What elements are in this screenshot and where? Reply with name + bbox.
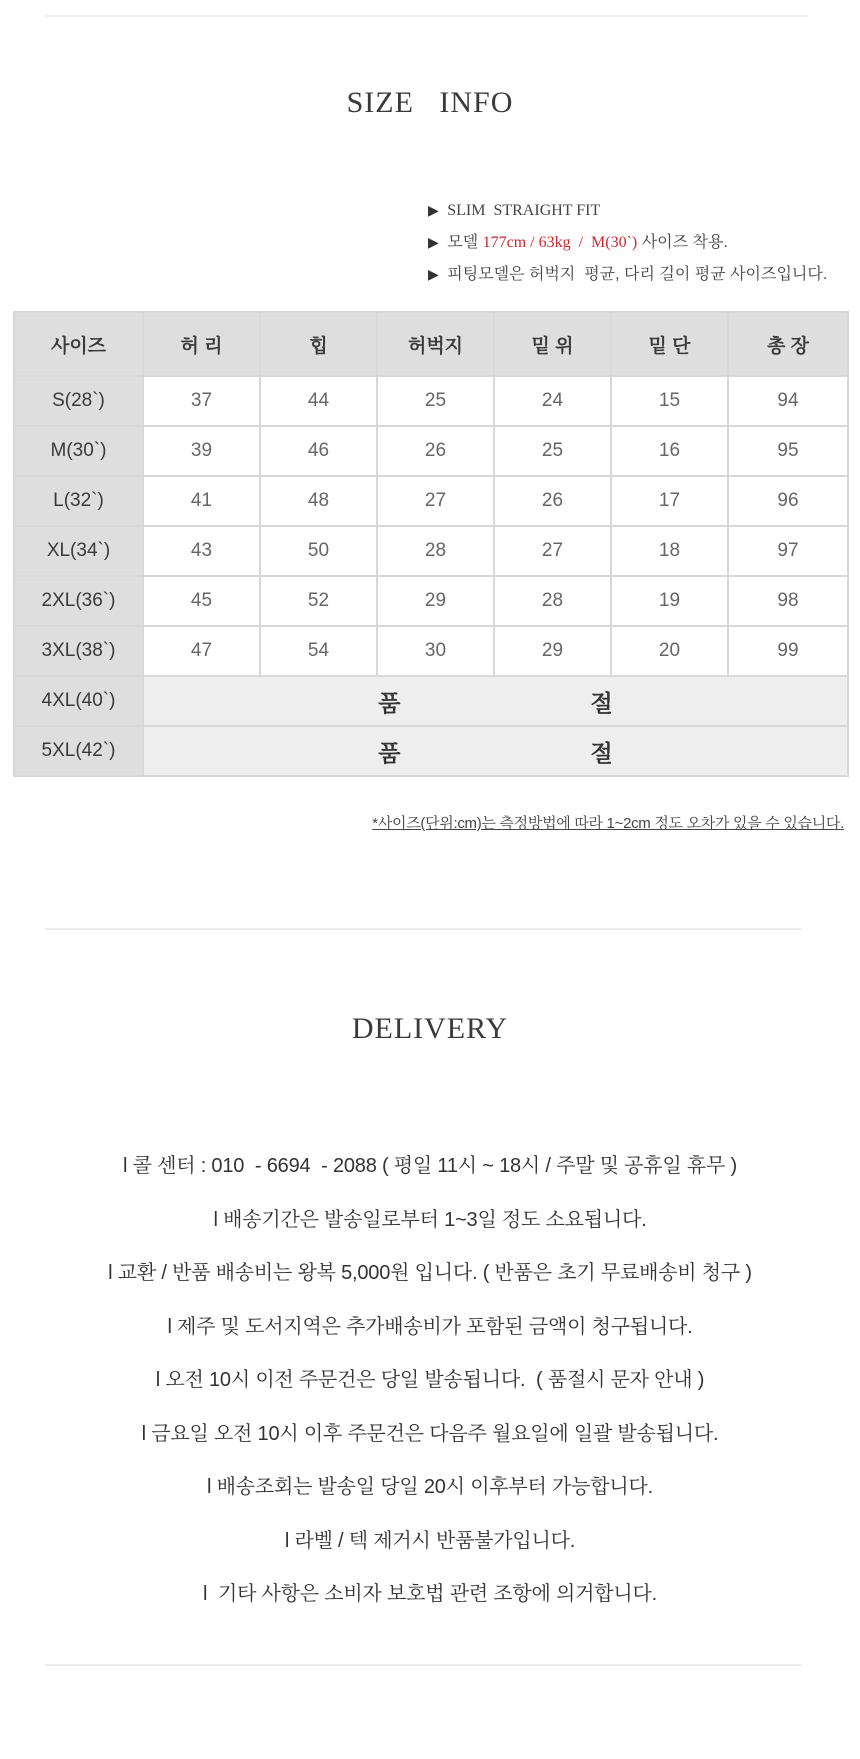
soldout-text: 절 <box>590 739 613 766</box>
middle-divider <box>45 928 802 930</box>
delivery-title: DELIVERY <box>351 1012 509 1045</box>
fitting-note: 피팅모델은 허벅지 평균, 다리 길이 평균 사이즈입니다. <box>447 266 828 283</box>
table-cell: 25 <box>377 376 494 426</box>
soldout-text: 품 <box>378 739 401 766</box>
delivery-line: l 콜 센터 : 010 - 6694 - 2088 ( 평일 11시 ~ 18시 / 주말 및 공휴일 휴무 ) <box>123 1155 737 1177</box>
table-row <box>14 476 848 526</box>
table-row <box>14 426 848 476</box>
table-cell: 46 <box>260 426 377 476</box>
column-header: 밑 단 <box>611 312 728 376</box>
table-cell: 25 <box>494 426 611 476</box>
soldout-cell <box>143 676 848 726</box>
table-row <box>14 576 848 626</box>
soldout-text: 절 <box>590 689 613 716</box>
table-cell: 54 <box>260 626 377 676</box>
delivery-line: l 배송조회는 발송일 당일 20시 이후부터 가능합니다. <box>207 1476 653 1498</box>
table-cell: 97 <box>728 526 848 576</box>
table-cell: 27 <box>377 476 494 526</box>
table-cell: 15 <box>611 376 728 426</box>
arrow-icon: ▶ <box>428 234 439 250</box>
table-cell: 43 <box>143 526 260 576</box>
column-header: 총 장 <box>728 312 848 376</box>
fit-info <box>428 194 827 290</box>
table-cell: 47 <box>143 626 260 676</box>
table-cell: 44 <box>260 376 377 426</box>
table-cell: 99 <box>728 626 848 676</box>
bottom-divider <box>45 1664 802 1666</box>
column-header: 허벅지 <box>377 312 494 376</box>
table-cell: 26 <box>494 476 611 526</box>
model-line <box>428 226 827 258</box>
soldout-row <box>14 676 848 726</box>
delivery-line: l 배송기간은 발송일로부터 1~3일 정도 소요됩니다. <box>213 1208 647 1231</box>
size-table <box>13 311 849 777</box>
size-label: S(28`) <box>14 376 143 426</box>
delivery-info-list <box>0 1148 860 1630</box>
size-note: *사이즈(단위:cm)는 측정방법에 따라 1~2cm 정도 오차가 있을 수 있습니다. <box>372 815 844 832</box>
table-cell: 26 <box>377 426 494 476</box>
fit-line <box>428 194 827 226</box>
model-spec: 177cm / 63kg / M(30`) <box>482 234 638 251</box>
size-label: 4XL(40`) <box>14 676 143 726</box>
column-header: 밑 위 <box>494 312 611 376</box>
table-cell: 48 <box>260 476 377 526</box>
delivery-line: l 제주 및 도서지역은 추가배송비가 포함된 금액이 청구됩니다. <box>167 1315 693 1338</box>
fit-type: SLIM STRAIGHT FIT <box>447 202 601 219</box>
table-header-row <box>14 312 848 376</box>
soldout-text: 품 <box>378 689 401 716</box>
table-cell: 29 <box>494 626 611 676</box>
delivery-line: l 오전 10시 이전 주문건은 당일 발송됩니다. ( 품절시 문자 안내 ) <box>155 1369 705 1391</box>
table-cell: 18 <box>611 526 728 576</box>
table-cell: 29 <box>377 576 494 626</box>
model-suffix: 사이즈 착용. <box>641 234 728 251</box>
arrow-icon: ▶ <box>428 202 439 218</box>
table-cell: 27 <box>494 526 611 576</box>
table-cell: 20 <box>611 626 728 676</box>
table-cell: 39 <box>143 426 260 476</box>
table-cell: 28 <box>494 576 611 626</box>
soldout-row <box>14 726 848 776</box>
delivery-line: l 기타 사항은 소비자 보호법 관련 조항에 의거합니다. <box>203 1583 657 1605</box>
table-cell: 50 <box>260 526 377 576</box>
column-header: 사이즈 <box>14 312 143 376</box>
table-row <box>14 626 848 676</box>
delivery-line: l 라벨 / 텍 제거시 반품불가입니다. <box>284 1529 576 1552</box>
table-cell: 16 <box>611 426 728 476</box>
table-cell: 95 <box>728 426 848 476</box>
table-cell: 24 <box>494 376 611 426</box>
table-cell: 98 <box>728 576 848 626</box>
table-cell: 37 <box>143 376 260 426</box>
table-row <box>14 376 848 426</box>
table-cell: 94 <box>728 376 848 426</box>
column-header: 힙 <box>260 312 377 376</box>
model-prefix: 모델 <box>447 234 479 251</box>
top-divider <box>45 15 808 17</box>
delivery-line: l 교환 / 반품 배송비는 왕복 5,000원 입니다. ( 반품은 초기 무료배송비 청구 ) <box>108 1262 752 1284</box>
size-label: 2XL(36`) <box>14 576 143 626</box>
delivery-line: l 금요일 오전 10시 이후 주문건은 다음주 월요일에 일괄 발송됩니다. <box>141 1422 719 1445</box>
size-label: 5XL(42`) <box>14 726 143 776</box>
column-header: 허 리 <box>143 312 260 376</box>
size-info-title: SIZE INFO <box>346 86 514 119</box>
size-label: M(30`) <box>14 426 143 476</box>
arrow-icon: ▶ <box>428 266 439 282</box>
table-cell: 28 <box>377 526 494 576</box>
table-cell: 30 <box>377 626 494 676</box>
size-label: 3XL(38`) <box>14 626 143 676</box>
size-label: XL(34`) <box>14 526 143 576</box>
table-cell: 45 <box>143 576 260 626</box>
table-cell: 41 <box>143 476 260 526</box>
table-cell: 96 <box>728 476 848 526</box>
fitting-note-line <box>428 258 827 290</box>
table-row <box>14 526 848 576</box>
table-cell: 19 <box>611 576 728 626</box>
table-cell: 17 <box>611 476 728 526</box>
table-cell: 52 <box>260 576 377 626</box>
size-label: L(32`) <box>14 476 143 526</box>
soldout-cell <box>143 726 848 776</box>
